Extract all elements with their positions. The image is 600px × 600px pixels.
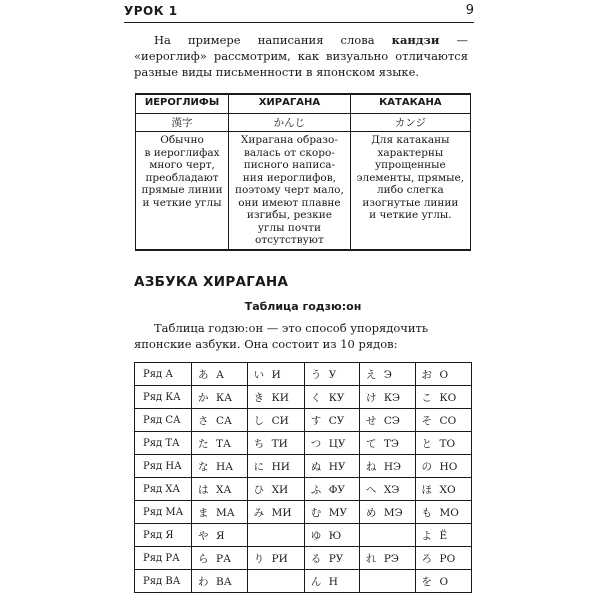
gojuon-table (134, 362, 472, 593)
reading-text: ТЭ (383, 437, 399, 450)
kana-cell (247, 409, 304, 432)
hiragana-character: あ (198, 368, 209, 381)
kana-cell (359, 570, 415, 593)
description-katakana (350, 132, 470, 250)
hiragana-character: よ (421, 529, 433, 542)
kana-cell (415, 570, 471, 593)
kana-cell (192, 570, 248, 593)
kana-cell (359, 501, 415, 524)
row-label: Ряд КА (135, 386, 192, 409)
hiragana-character: な (198, 460, 209, 473)
hiragana-character: く (310, 391, 322, 404)
description-line: и четкие углы. (369, 209, 452, 221)
kana-cell (304, 501, 359, 524)
reading-text: А (216, 368, 224, 381)
description-line: Для катаканы (371, 134, 450, 146)
table-row (135, 570, 472, 593)
reading-text: ТИ (271, 437, 288, 450)
column-header-katakana: КАТАКАНА (350, 94, 470, 114)
kana-cell (304, 455, 359, 478)
description-line: и четкие углы (142, 196, 222, 209)
hiragana-character: ゆ (310, 529, 322, 542)
hiragana-character: そ (421, 414, 433, 427)
reading-text: КУ (328, 391, 345, 404)
reading-text: ХЭ (383, 483, 400, 496)
description-line: много черт, (149, 159, 215, 171)
hiragana-character: え (365, 368, 377, 381)
kana-cell (192, 478, 248, 501)
reading-text: У (328, 368, 337, 381)
hiragana-character: と (421, 437, 433, 450)
kana-cell (247, 432, 304, 455)
hiragana-character: を (421, 575, 433, 588)
reading-text: КО (439, 391, 457, 404)
description-line: характерны (377, 146, 444, 159)
reading-text: ХО (439, 483, 456, 496)
row-label: Ряд Я (135, 524, 192, 547)
description-line: упрощенные (374, 159, 446, 171)
reading-text: МО (439, 506, 459, 519)
hiragana-character: け (365, 391, 377, 404)
reading-text: Ю (328, 529, 342, 542)
description-line: они имеют плавне (238, 196, 341, 209)
kana-cell (247, 386, 304, 409)
reading-text: СИ (271, 414, 289, 427)
kana-cell (415, 409, 471, 432)
table-row (135, 432, 472, 455)
description-line: элементы, прямые, (356, 171, 465, 184)
hiragana-character: た (198, 437, 209, 450)
hiragana-character: せ (365, 414, 377, 427)
hiragana-character: の (421, 460, 433, 473)
reading-text: ЦУ (328, 437, 346, 450)
writing-systems-table (135, 93, 471, 251)
reading-text: СА (216, 414, 232, 427)
kana-cell (192, 409, 248, 432)
hiragana-character: さ (198, 414, 209, 427)
hiragana-character: ち (253, 437, 265, 450)
description-line: поэтому черт мало, (235, 184, 344, 196)
page-header (124, 2, 474, 23)
reading-text: МА (216, 506, 235, 519)
reading-text: МЭ (383, 506, 403, 519)
reading-text: О (439, 368, 449, 381)
reading-text: КЭ (383, 391, 401, 404)
kana-cell (415, 547, 471, 570)
kana-cell (247, 570, 304, 593)
example-hiragana: かんじ (229, 114, 351, 132)
intro-bold-word: кандзи (391, 33, 440, 47)
hiragana-character: し (253, 414, 265, 427)
kana-cell (304, 409, 359, 432)
description-line: изгибы, резкие (246, 209, 332, 221)
hiragana-character: て (365, 437, 377, 450)
reading-text: СЭ (383, 414, 400, 427)
reading-text: ФУ (328, 483, 346, 496)
hiragana-character: き (253, 391, 265, 404)
reading-text: РУ (328, 552, 344, 565)
reading-text: НЭ (383, 460, 402, 473)
hiragana-character: こ (421, 391, 433, 404)
row-label: Ряд СА (135, 409, 192, 432)
gojuon-paragraph: Таблица годзю:он — это способ упорядочить японские азбуки. Она состоит из 10 рядов: (134, 321, 429, 351)
kana-cell (247, 501, 304, 524)
hiragana-character: れ (365, 552, 377, 565)
reading-text: КИ (271, 391, 289, 404)
description-line: Хирагана образо- (240, 134, 338, 146)
hiragana-character: も (421, 506, 433, 519)
lesson-title: УРОК 1 (124, 4, 178, 18)
kana-cell (192, 432, 248, 455)
row-label: Ряд А (135, 363, 192, 386)
table-header-row (136, 94, 471, 114)
row-label: Ряд НА (135, 455, 192, 478)
example-row (136, 114, 471, 132)
reading-text: НУ (328, 460, 346, 473)
kana-cell (247, 478, 304, 501)
kana-cell (304, 478, 359, 501)
hiragana-character: ぬ (310, 460, 322, 473)
example-katakana: カンジ (350, 114, 470, 132)
reading-text: РЭ (383, 552, 399, 565)
description-line: ния иероглифов, (242, 171, 336, 184)
kana-cell (415, 363, 471, 386)
column-header-hiragana: ХИРАГАНА (229, 94, 351, 114)
hiragana-character: ろ (421, 552, 433, 565)
kana-cell (192, 386, 248, 409)
intro-paragraph (134, 32, 468, 80)
column-header-kanji: ИЕРОГЛИФЫ (136, 94, 229, 114)
reading-text: ХИ (271, 483, 289, 496)
reading-text: РО (439, 552, 456, 565)
reading-text: КА (216, 391, 233, 404)
table-row (135, 386, 472, 409)
table-row (135, 547, 472, 570)
kana-cell (192, 524, 248, 547)
reading-text: Н (328, 575, 338, 588)
hiragana-character: ら (198, 552, 209, 565)
reading-text: МИ (271, 506, 292, 519)
kana-cell (359, 409, 415, 432)
kana-cell (415, 478, 471, 501)
kana-cell (247, 524, 304, 547)
hiragana-character: ふ (310, 483, 322, 496)
kana-cell (192, 455, 248, 478)
kana-cell (304, 547, 359, 570)
kana-cell (359, 386, 415, 409)
reading-text: РИ (271, 552, 288, 565)
hiragana-character: ん (310, 575, 322, 588)
hiragana-character: ね (365, 460, 377, 473)
intro-text-before: На примере написания слова (154, 33, 392, 47)
table-row (135, 524, 472, 547)
hiragana-character: む (310, 506, 322, 519)
table-row (135, 409, 472, 432)
kana-cell (192, 363, 248, 386)
reading-text: МУ (328, 506, 348, 519)
kana-cell (247, 547, 304, 570)
description-row (136, 132, 471, 250)
description-line: либо слегка (376, 184, 444, 196)
table-row (135, 363, 472, 386)
reading-text: НИ (271, 460, 290, 473)
description-line: преобладают (145, 171, 219, 184)
reading-text: ВА (216, 575, 232, 588)
description-line: в иероглифах (144, 146, 220, 159)
kana-cell (304, 363, 359, 386)
description-line: Обычно (160, 134, 204, 146)
hiragana-character: る (310, 552, 322, 565)
kana-cell (415, 432, 471, 455)
kana-cell (192, 547, 248, 570)
page-number: 9 (465, 3, 474, 18)
description-line: валась от скоро- (243, 146, 335, 159)
reading-text: И (271, 368, 281, 381)
reading-text: ТО (439, 437, 456, 450)
reading-text: Я (216, 529, 225, 542)
hiragana-character: す (310, 414, 322, 427)
row-label: Ряд ТА (135, 432, 192, 455)
kana-cell (359, 478, 415, 501)
description-hiragana (229, 132, 351, 250)
hiragana-character: に (253, 460, 265, 473)
row-label: Ряд МА (135, 501, 192, 524)
kana-cell (415, 455, 471, 478)
kana-cell (415, 386, 471, 409)
kana-cell (359, 455, 415, 478)
hiragana-character: み (253, 506, 265, 519)
hiragana-character: う (310, 368, 322, 381)
reading-text: Ё (439, 529, 448, 542)
kana-cell (359, 524, 415, 547)
table-row (135, 501, 472, 524)
table-title: Таблица годзю:он (244, 300, 362, 313)
kana-cell (359, 363, 415, 386)
hiragana-character: わ (198, 575, 209, 588)
hiragana-character: い (253, 368, 265, 381)
hiragana-character: や (198, 529, 209, 542)
kana-cell (247, 455, 304, 478)
section-title: АЗБУКА ХИРАГАНА (134, 274, 289, 290)
row-label: Ряд ВА (135, 570, 192, 593)
hiragana-character: ほ (421, 483, 433, 496)
hiragana-character: か (198, 391, 209, 404)
hiragana-character: ま (198, 506, 209, 519)
reading-text: О (439, 575, 449, 588)
reading-text: ТА (216, 437, 231, 450)
hiragana-character: め (365, 506, 377, 519)
description-line: углы почти (257, 221, 321, 234)
hiragana-character: り (253, 552, 265, 565)
reading-text: НО (439, 460, 458, 473)
description-line: отсутствуют (255, 234, 324, 246)
kana-cell (192, 501, 248, 524)
description-kanji (136, 132, 229, 250)
hiragana-character: ひ (253, 483, 265, 496)
description-line: писного написа- (243, 159, 336, 171)
reading-text: ХА (216, 483, 232, 496)
reading-text: Э (383, 368, 392, 381)
kana-cell (247, 363, 304, 386)
intro-text-after: — «иероглиф» рассмотрим, как визуально отличаются разные виды письменности в японском языке. (134, 33, 468, 79)
table-row (135, 478, 472, 501)
kana-cell (304, 570, 359, 593)
reading-text: РА (216, 552, 232, 565)
description-line: изогнутые линии (362, 196, 459, 209)
hiragana-character: つ (310, 437, 322, 450)
kana-cell (304, 432, 359, 455)
reading-text: НА (216, 460, 234, 473)
table-row (135, 455, 472, 478)
hiragana-character: お (421, 368, 433, 381)
description-line: прямые линии (141, 184, 223, 196)
hiragana-character: は (198, 483, 209, 496)
hiragana-character: へ (365, 483, 377, 496)
kana-cell (415, 501, 471, 524)
reading-text: СО (439, 414, 457, 427)
example-kanji: 漢字 (136, 114, 229, 132)
kana-cell (359, 547, 415, 570)
row-label: Ряд ХА (135, 478, 192, 501)
kana-cell (415, 524, 471, 547)
kana-cell (304, 524, 359, 547)
kana-cell (304, 386, 359, 409)
kana-cell (359, 432, 415, 455)
row-label: Ряд РА (135, 547, 192, 570)
reading-text: СУ (328, 414, 345, 427)
